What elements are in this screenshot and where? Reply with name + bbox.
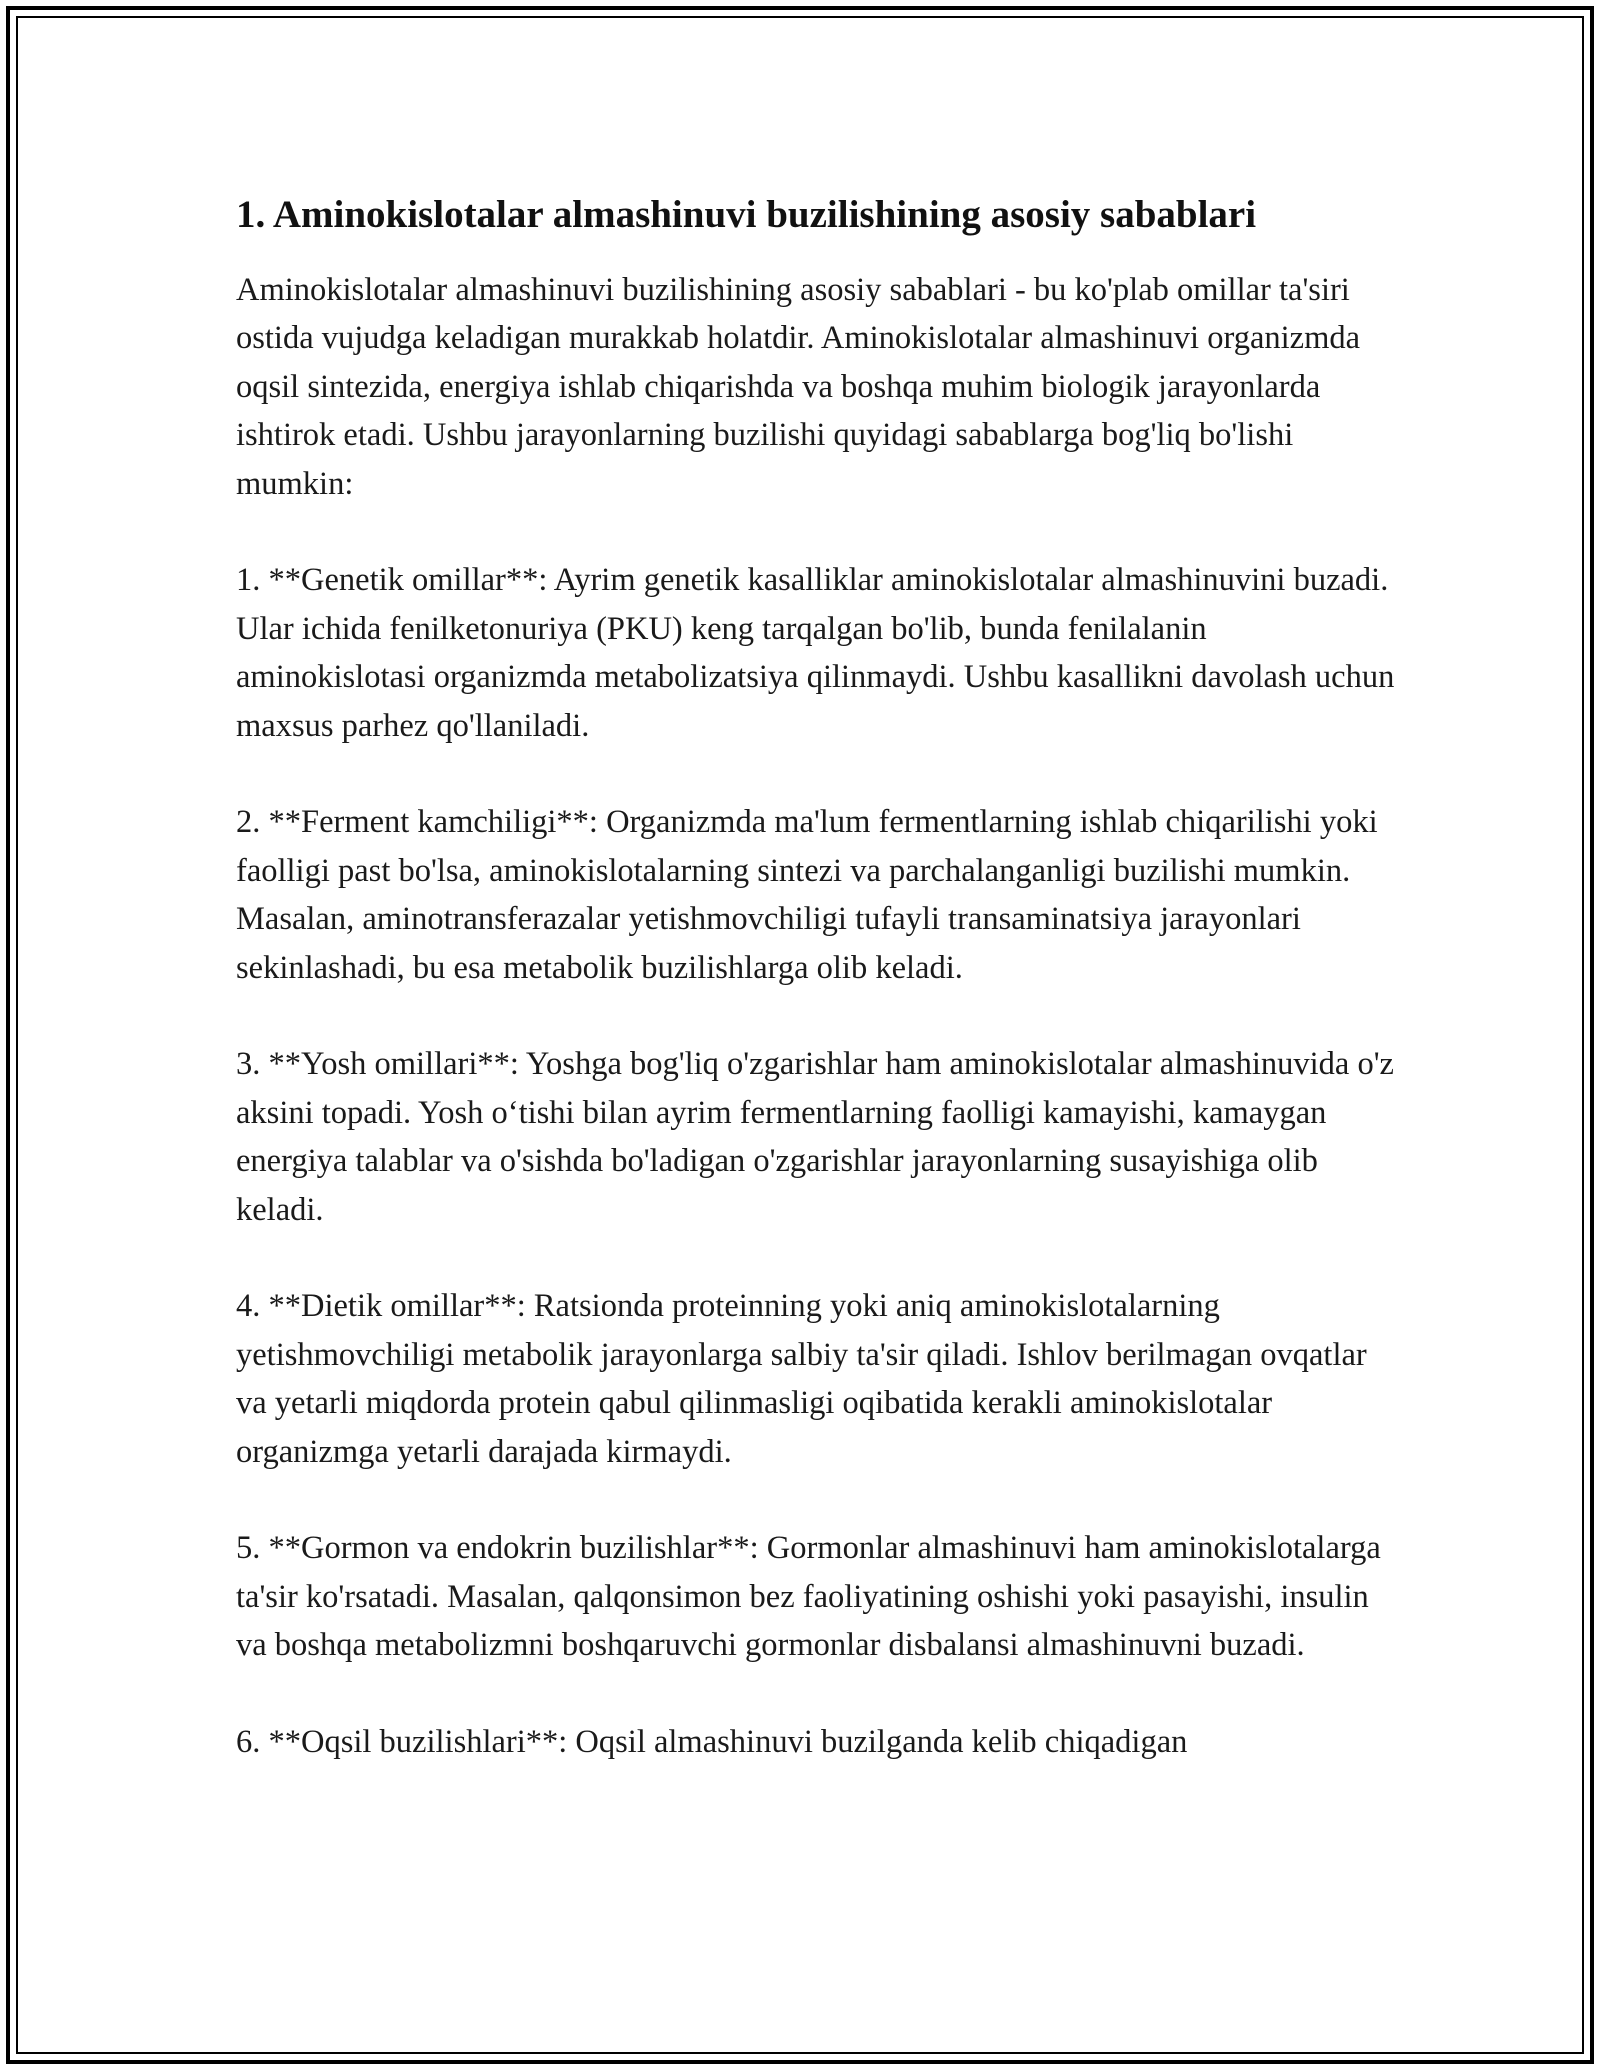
intro-paragraph: Aminokislotalar almashinuvi buzilishining asosiy sabablari - bu ko'plab omillar ta'siri ostida vujudga keladigan murakkab holatdir. Aminokislotalar almashinuvi organizmda oqsil sintezida, energiya ishlab chiqarishda va boshqa muhim biologik jarayonlarda ishtirok etadi. Ushbu jarayonlarning buzilishi quyidagi sabablarga bog'liq bo'lishi mumkin: [236, 272, 1361, 502]
list-item-hormonal-disorders: 5. **Gormon va endokrin buzilishlar**: Gormonlar almashinuvi ham aminokislotalarga ta'sir ko'rsatadi. Masalan, qalqonsimon bez faoliyatining oshishi yoki pasayishi, insulin va boshqa metabolizmni boshqaruvchi gormonlar disbalansi almashinuvni buzadi. [236, 1530, 1381, 1664]
list-item-age-factors: 3. **Yosh omillari**: Yoshga bog'liq o'zgarishlar ham aminokislotalar almashinuvida o'z aksini topadi. Yosh o‘tishi bilan ayrim fermentlarning faolligi kamayishi, kamaygan energiya talablar va o'sishda bo'ladigan o'zgarishlar jarayonlarning susayishiga olib keladi. [236, 1046, 1394, 1228]
list-item-dietary-factors: 4. **Dietik omillar**: Ratsionda proteinning yoki aniq aminokislotalarning yetishmovchiligi metabolik jarayonlarga salbiy ta'sir qiladi. Ishlov berilmagan ovqatlar va yetarli miqdorda protein qabul qilinmasligi oqibatida kerakli aminokislotalar organizmga yetarli darajada kirmaydi. [236, 1288, 1367, 1470]
section-heading: 1. Aminokislotalar almashinuvi buzilishining asosiy sabablari [236, 193, 1257, 236]
list-item-enzyme-deficiency: 2. **Ferment kamchiligi**: Organizmda ma'lum fermentlarning ishlab chiqarilishi yoki faolligi past bo'lsa, aminokislotalarning sintezi va parchalanganligi buzilishi mumkin. Masalan, aminotransferazalar yetishmovchiligi tufayli transaminatsiya jarayonlari sekinlashadi, bu esa metabolik buzilishlarga olib keladi. [236, 804, 1378, 986]
list-item-protein-disorders: 6. **Oqsil buzilishlari**: Oqsil almashinuvi buzilganda kelib chiqadigan [236, 1724, 1188, 1761]
list-item-genetic-factors: 1. **Genetik omillar**: Ayrim genetik kasalliklar aminokislotalar almashinuvini buzadi. Ular ichida fenilketonuriya (PKU) keng tarqalgan bo'lib, bunda fenilalanin aminokislotasi organizmda metabolizatsiya qilinmaydi. Ushbu kasallikni davolash uchun maxsus parhez qo'llaniladi. [236, 562, 1395, 744]
document-body [236, 188, 1396, 1767]
